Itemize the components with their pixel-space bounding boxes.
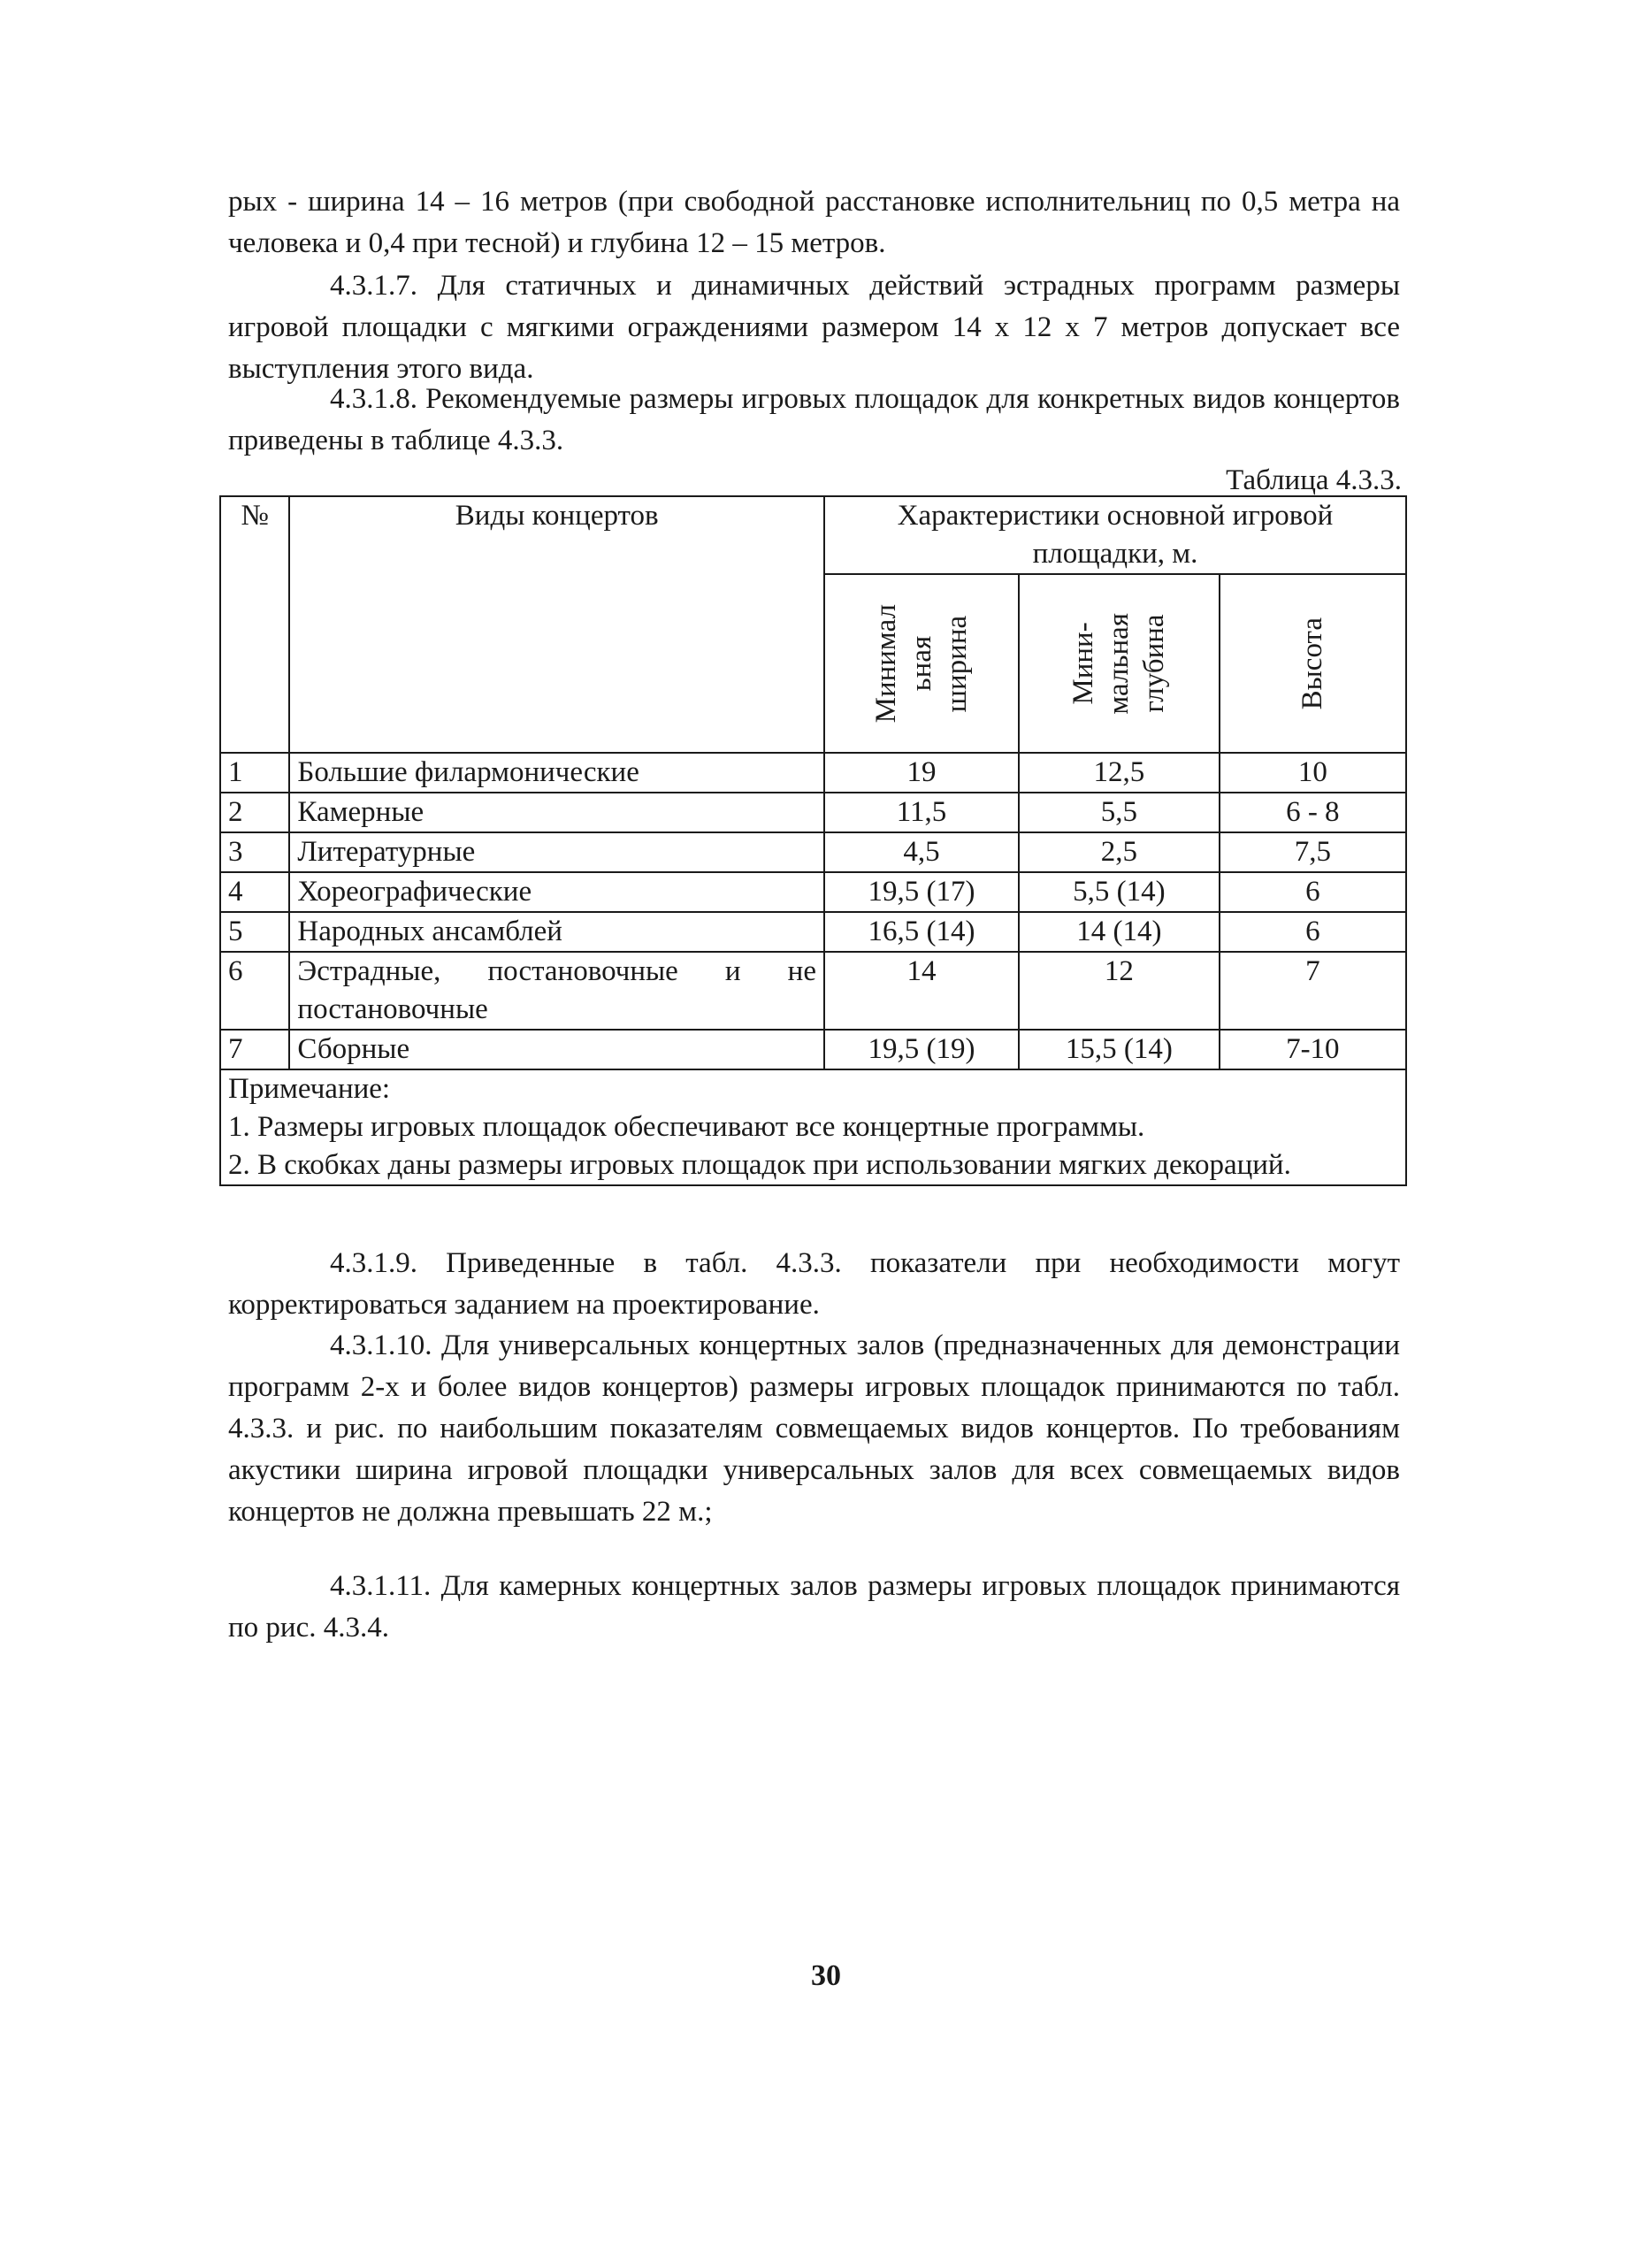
paragraph-4-3-1-8: 4.3.1.8. Рекомендуемые размеры игровых площадок для конкретных видов концертов приведены в таблице 4.3.3. (228, 383, 1400, 456)
table-caption: Таблица 4.3.3. (1226, 464, 1402, 496)
min-width-value: 19,5 (19) (824, 1030, 1019, 1069)
table-row (220, 872, 1406, 912)
row-number: 7 (220, 1030, 289, 1069)
table-row (220, 793, 1406, 832)
row-number: 3 (220, 832, 289, 872)
concert-stage-table (219, 495, 1407, 1186)
min-width-value: 11,5 (824, 793, 1019, 832)
concert-kind: Большие филармонические (289, 753, 824, 793)
concert-kind: Литературные (289, 832, 824, 872)
paragraph-4-3-1-7: 4.3.1.7. Для статичных и динамичных действий эстрадных программ размеры игровой площадки с мягкими ограждениями размером 14 х 12 х 7 метров допускает все выступления этого вида. (228, 270, 1400, 385)
height-value: 10 (1220, 753, 1406, 793)
row-number: 1 (220, 753, 289, 793)
header-concert-kind: Виды концертов (289, 496, 824, 753)
min-depth-value: 14 (14) (1019, 912, 1220, 952)
header-height-label: Высота (1296, 617, 1329, 710)
min-width-value: 4,5 (824, 832, 1019, 872)
concert-kind: Эстрадные, постановочные и не постановочные (289, 952, 824, 1030)
note-item: 1. Размеры игровых площадок обеспечивают все концертные программы. (228, 1111, 1145, 1143)
header-height (1220, 574, 1406, 753)
row-number: 2 (220, 793, 289, 832)
concert-kind: Камерные (289, 793, 824, 832)
min-depth-value: 2,5 (1019, 832, 1220, 872)
height-value: 7 (1220, 952, 1406, 1030)
table-row (220, 753, 1406, 793)
header-min-depth-label: Мини- мальная глубина (1067, 612, 1171, 715)
paragraph-4-3-1-9: 4.3.1.9. Приведенные в табл. 4.3.3. показатели при необходимости могут корректироваться заданием на проектирование. (228, 1247, 1400, 1321)
height-value: 6 (1220, 872, 1406, 912)
paragraph-4-3-1-11: 4.3.1.11. Для камерных концертных залов размеры игровых площадок принимаются по рис. 4.3.4. (228, 1570, 1400, 1644)
height-value: 7,5 (1220, 832, 1406, 872)
min-width-value: 19 (824, 753, 1019, 793)
row-number: 6 (220, 952, 289, 1030)
header-min-width-label: Минимал ьная ширина (870, 603, 974, 724)
height-value: 7-10 (1220, 1030, 1406, 1069)
header-stage-characteristics: Характеристики основной игровой площадки, м. (824, 496, 1406, 574)
paragraph-continuation: рых - ширина 14 – 16 метров (при свободной расстановке исполнительниц по 0,5 метра на человека и 0,4 при тесной) и глубина 12 – 15 метров. (228, 186, 1400, 259)
min-depth-value: 5,5 (1019, 793, 1220, 832)
paragraph-4-3-1-10: 4.3.1.10. Для универсальных концертных залов (предназначенных для демонстрации программ 2-х и более видов концертов) размеры игровых площадок принимаются по табл. 4.3.3. и рис. по наибольшим показателям совмещаемых видов концертов. По требованиям акустики ширина игровой площадки универсальных залов для всех совмещаемых видов концертов не должна превышать 22 м.; (228, 1330, 1400, 1528)
min-depth-value: 15,5 (14) (1019, 1030, 1220, 1069)
row-number: 4 (220, 872, 289, 912)
notes-title: Примечание: (228, 1073, 391, 1105)
height-value: 6 (1220, 912, 1406, 952)
table-row (220, 952, 1406, 1030)
page-number: 30 (811, 1959, 841, 1992)
height-value: 6 - 8 (1220, 793, 1406, 832)
note-item: 2. В скобках даны размеры игровых площадок при использовании мягких декораций. (228, 1149, 1291, 1181)
header-number: № (220, 496, 289, 753)
min-depth-value: 5,5 (14) (1019, 872, 1220, 912)
min-width-value: 14 (824, 952, 1019, 1030)
table-notes (220, 1069, 1406, 1185)
min-depth-value: 12 (1019, 952, 1220, 1030)
row-number: 5 (220, 912, 289, 952)
table-row (220, 1030, 1406, 1069)
header-min-depth (1019, 574, 1220, 753)
concert-kind: Народных ансамблей (289, 912, 824, 952)
table-row (220, 912, 1406, 952)
table-row (220, 832, 1406, 872)
min-width-value: 16,5 (14) (824, 912, 1019, 952)
min-depth-value: 12,5 (1019, 753, 1220, 793)
concert-kind: Хореографические (289, 872, 824, 912)
header-min-width (824, 574, 1019, 753)
concert-kind: Сборные (289, 1030, 824, 1069)
table-notes-row (220, 1069, 1406, 1185)
min-width-value: 19,5 (17) (824, 872, 1019, 912)
